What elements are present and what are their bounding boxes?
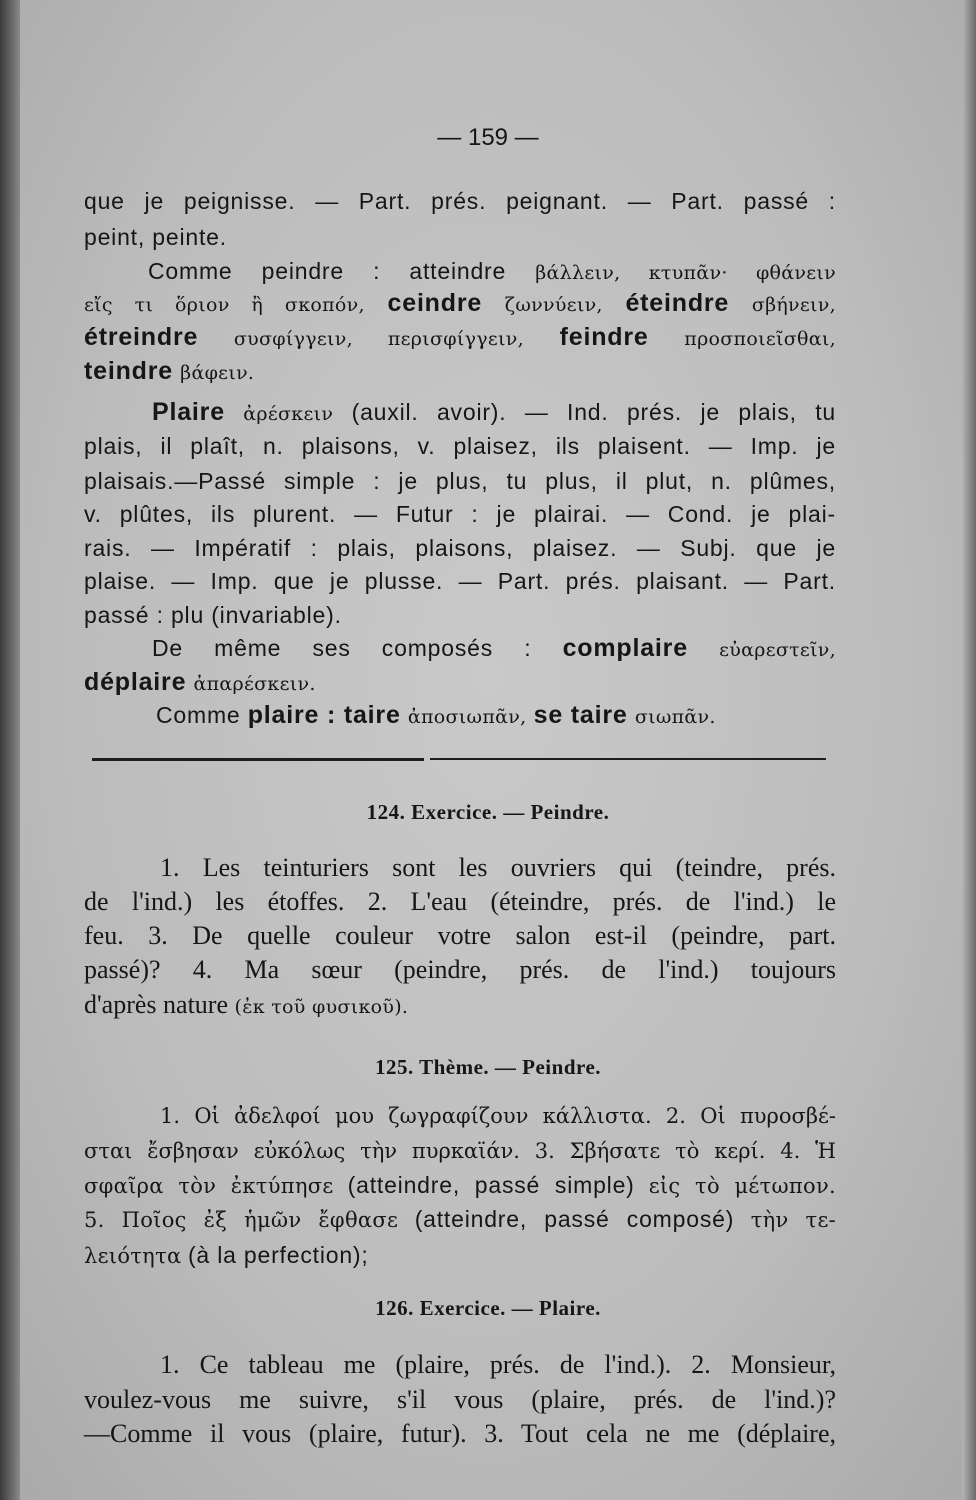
- greek-text: εἴς τι ὅριον ἢ σκοπόν,: [84, 294, 365, 316]
- keyword: feindre: [559, 323, 649, 351]
- text-line: [156, 700, 836, 732]
- text-line: plaise. — Imp. que je plusse. — Part. prés. plaisant. — Part.: [84, 568, 836, 594]
- keyword: teindre: [84, 357, 173, 385]
- keyword: se taire: [533, 701, 628, 729]
- inline-text: (auxil. avoir). — Ind. prés. je plais, tu: [351, 399, 836, 425]
- exercise-heading: 125. Thème. — Peindre.: [374, 1055, 602, 1079]
- greek-text: βάφειν.: [180, 362, 255, 384]
- text-line: —Comme il vous (plaire, futur). 3. Tout cela ne me (déplaire,: [84, 1419, 836, 1448]
- text-line: [84, 288, 836, 320]
- text-line: 1. Ce tableau me (plaire, prés. de l'ind.). 2. Monsieur,: [160, 1350, 836, 1379]
- divider-rule: [430, 758, 826, 760]
- greek-text: τὴν τε-: [750, 1208, 837, 1232]
- inline-text: Comme peindre : atteindre: [148, 258, 507, 284]
- greek-text: σιωπᾶν.: [634, 706, 716, 728]
- inline-text: (à la perfection);: [187, 1242, 369, 1268]
- text-line: rais. — Impératif : plais, plaisons, plaisez. — Subj. que je: [84, 535, 836, 561]
- text-line: [84, 667, 836, 699]
- text-line: [84, 1240, 836, 1271]
- text-line: 1. Les teinturiers sont les ouvriers qui (teindre, prés.: [160, 853, 836, 882]
- inline-text: (atteindre, passé simple): [347, 1172, 635, 1198]
- text-line: [152, 397, 836, 429]
- greek-text: προσποιεῖσθαι,: [684, 328, 836, 350]
- text-line: v. plûtes, ils plurent. — Futur : je plairai. — Cond. je plai-: [84, 501, 836, 527]
- greek-text: ἀρέσκειν: [243, 403, 334, 425]
- keyword: complaire: [562, 634, 688, 662]
- greek-text: εἰς τὸ μέτωπον.: [648, 1174, 837, 1198]
- keyword: étreindre: [84, 323, 199, 351]
- text-line: 1. Οἱ ἀδελφοί μου ζωγραφίζουν κάλλιστα. 2. Οἱ πυροσβέ-: [160, 1104, 836, 1128]
- text-line: peint, peinte.: [84, 224, 227, 250]
- keyword: éteindre: [625, 289, 730, 317]
- greek-text: σφαῖρα τὸν ἐκτύπησε: [84, 1174, 334, 1198]
- text-line: [84, 356, 836, 388]
- text-line: passé : plu (invariable).: [84, 602, 342, 628]
- keyword: déplaire: [84, 668, 187, 696]
- divider-rule: [92, 758, 424, 761]
- greek-text: 5. Ποῖος ἐξ ἡμῶν ἔφθασε: [84, 1208, 399, 1232]
- text-line: que je peignisse. — Part. prés. peignant. — Part. passé :: [84, 188, 836, 214]
- inline-text: d'après nature: [84, 990, 229, 1019]
- greek-text: εὐαρεστεῖν,: [719, 639, 836, 661]
- text-line: plais, il plaît, n. plaisons, v. plaisez, ils plaisent. — Imp. je: [84, 433, 836, 459]
- greek-text: ἀποσιωπᾶν,: [407, 706, 527, 728]
- text-line: plaisais.—Passé simple : je plus, tu plus, il plut, n. plûmes,: [84, 468, 836, 494]
- text-line: feu. 3. De quelle couleur votre salon est-il (peindre, part.: [84, 921, 836, 950]
- exercise-heading: 126. Exercice. — Plaire.: [375, 1296, 601, 1320]
- inline-text: Comme: [156, 702, 241, 728]
- exercise-heading: 124. Exercice. — Peindre.: [366, 800, 610, 824]
- page-edge-right: [962, 0, 976, 1500]
- text-line: [84, 322, 836, 354]
- text-line: [84, 1170, 836, 1201]
- page-edge-left: [0, 0, 20, 1500]
- greek-text: συσφίγγειν, περισφίγγειν,: [233, 328, 524, 350]
- greek-text: βάλλειν, κτυπᾶν· φθάνειν: [535, 262, 837, 284]
- text-line: σται ἔσβησαν εὐκόλως τὴν πυρκαϊάν. 3. Σβήσατε τὸ κερί. 4. Ἡ: [84, 1139, 836, 1163]
- keyword: plaire : taire: [247, 701, 401, 729]
- text-line: [148, 256, 836, 288]
- inline-text: De même ses composés :: [152, 635, 532, 661]
- text-line: passé)? 4. Ma sœur (peindre, prés. de l'ind.) toujours: [84, 955, 836, 984]
- text-line: de l'ind.) les étoffes. 2. L'eau (éteindre, prés. de l'ind.) le: [84, 887, 836, 916]
- text-line: [84, 1204, 836, 1235]
- text-line: [152, 633, 836, 665]
- greek-text: λειότητα: [84, 1244, 182, 1268]
- keyword: Plaire: [152, 398, 225, 426]
- page-number: — 159 —: [437, 124, 539, 151]
- keyword: ceindre: [387, 289, 483, 317]
- greek-text: ζωννύειν,: [504, 294, 603, 316]
- greek-text: (ἐκ τοῦ φυσικοῦ).: [234, 996, 409, 1018]
- inline-text: (atteindre, passé composé): [414, 1206, 735, 1232]
- greek-text: σβήνειν,: [751, 294, 836, 316]
- greek-text: ἀπαρέσκειν.: [193, 673, 316, 695]
- text-line: voulez-vous me suivre, s'il vous (plaire, prés. de l'ind.)?: [84, 1385, 836, 1414]
- text-line: [84, 990, 836, 1022]
